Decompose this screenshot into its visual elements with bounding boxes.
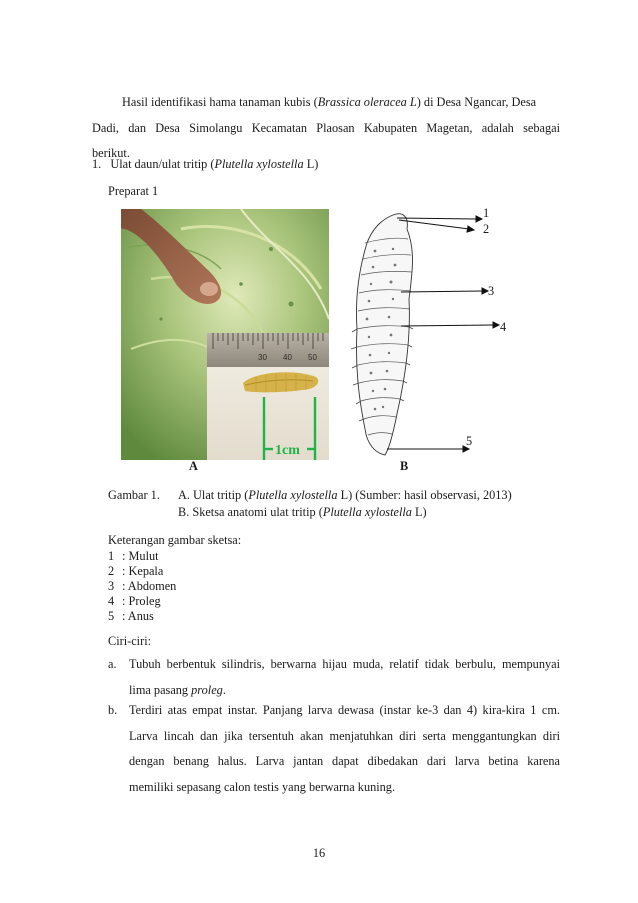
sketch-label-3: 3	[488, 284, 495, 298]
caption-a-pre: A. Ulat tritip (	[178, 488, 249, 502]
legend-item-number: 3	[108, 579, 115, 593]
ruler-number-30: 30	[258, 353, 267, 362]
caption-a-italic: Plutella xylostella	[248, 488, 338, 502]
photo-larva-cabbage-drawing	[121, 209, 329, 460]
sketch-larva-anatomy	[345, 209, 505, 459]
ciri-b-line-2: Larva lincah dan jika tersentuh akan menjatuhkan diri serta menggantungkan diri	[129, 728, 560, 743]
sketch-larva-anatomy-drawing	[345, 209, 505, 459]
legend-title: Keterangan gambar sketsa:	[108, 533, 242, 547]
legend-item-number: 2	[108, 564, 115, 578]
section-heading	[92, 152, 318, 178]
sketch-label-2: 2	[483, 222, 490, 236]
legend-item	[108, 549, 159, 563]
scale-label: 1cm	[275, 443, 300, 458]
sketch-label-4: 4	[500, 320, 507, 334]
sketch-label-1: 1	[483, 206, 490, 220]
legend-item-text: : Abdomen	[122, 579, 177, 593]
caption-b-italic: Plutella xylostella	[322, 505, 412, 519]
intro-line-3: berikut.	[92, 146, 130, 160]
intro-text-2: ) di Desa Ngancar, Desa	[416, 95, 537, 109]
caption-a-post: L) (Sumber: hasil observasi, 2013)	[337, 488, 512, 502]
section-title-pre: Ulat daun/ulat tritip (	[110, 157, 215, 171]
figure-caption-b	[178, 505, 427, 520]
legend-item	[108, 564, 163, 578]
legend-item	[108, 579, 176, 593]
intro-text-1: Hasil identifikasi hama tanaman kubis (	[122, 95, 318, 109]
legend-item-number: 4	[108, 594, 115, 608]
legend-item-number: 5	[108, 609, 115, 623]
legend-item-text: : Mulut	[122, 549, 159, 563]
intro-species-italic: Brassica oleracea L	[317, 95, 417, 109]
ciri-a-line-2-pre: lima pasang	[129, 682, 192, 697]
ciri-b-line-4: memiliki sepasang calon testis yang berwarna kuning.	[129, 779, 396, 794]
figure-label-b: B	[400, 459, 409, 473]
preparat-label: Preparat 1	[108, 184, 159, 198]
figure-caption-label: Gambar 1.	[108, 488, 160, 502]
section-title-italic: Plutella xylostella	[214, 157, 304, 171]
legend-item	[108, 609, 154, 623]
legend-item	[108, 594, 161, 608]
ciri-a-line-2-italic: proleg	[191, 682, 223, 697]
sketch-label-5: 5	[466, 434, 473, 448]
legend-item-text: : Anus	[122, 609, 154, 623]
ciri-a-line-2-post: .	[222, 682, 226, 697]
caption-b-pre: B. Sketsa anatomi ulat tritip (	[178, 505, 323, 519]
ciri-b-line-3: dengan benang halus. Larva jantan dapat dibedakan dari larva betina karena	[129, 754, 560, 768]
caption-b-post: L)	[411, 505, 427, 519]
legend-item-number: 1	[108, 549, 115, 563]
legend-item-text: : Proleg	[122, 594, 161, 608]
intro-paragraph	[92, 90, 560, 116]
ciri-a-line-1: Tubuh berbentuk silindris, berwarna hijau muda, relatif tidak berbulu, mempunyai	[129, 657, 560, 671]
ciri-b-marker: b.	[108, 703, 118, 717]
ruler-number-50: 50	[308, 353, 317, 362]
ruler-number-40: 40	[283, 353, 292, 362]
ciri-b-line-1: Terdiri atas empat instar. Panjang larva dewasa (instar ke-3 dan 4) kira-kira 1 cm.	[129, 703, 560, 717]
section-number: 1.	[92, 157, 102, 171]
ciri-title: Ciri-ciri:	[108, 634, 152, 648]
figure-caption-a	[178, 488, 512, 503]
legend-item-text: : Kepala	[122, 564, 164, 578]
section-title-post: L)	[303, 157, 319, 171]
ciri-a-marker: a.	[108, 657, 117, 671]
intro-line-2: Dadi, dan Desa Simolangu Kecamatan Plaosan Kabupaten Magetan, adalah sebagai	[92, 120, 560, 135]
page-number: 16	[312, 846, 326, 860]
photo-larva-cabbage	[121, 209, 329, 460]
figure-label-a: A	[189, 459, 198, 473]
